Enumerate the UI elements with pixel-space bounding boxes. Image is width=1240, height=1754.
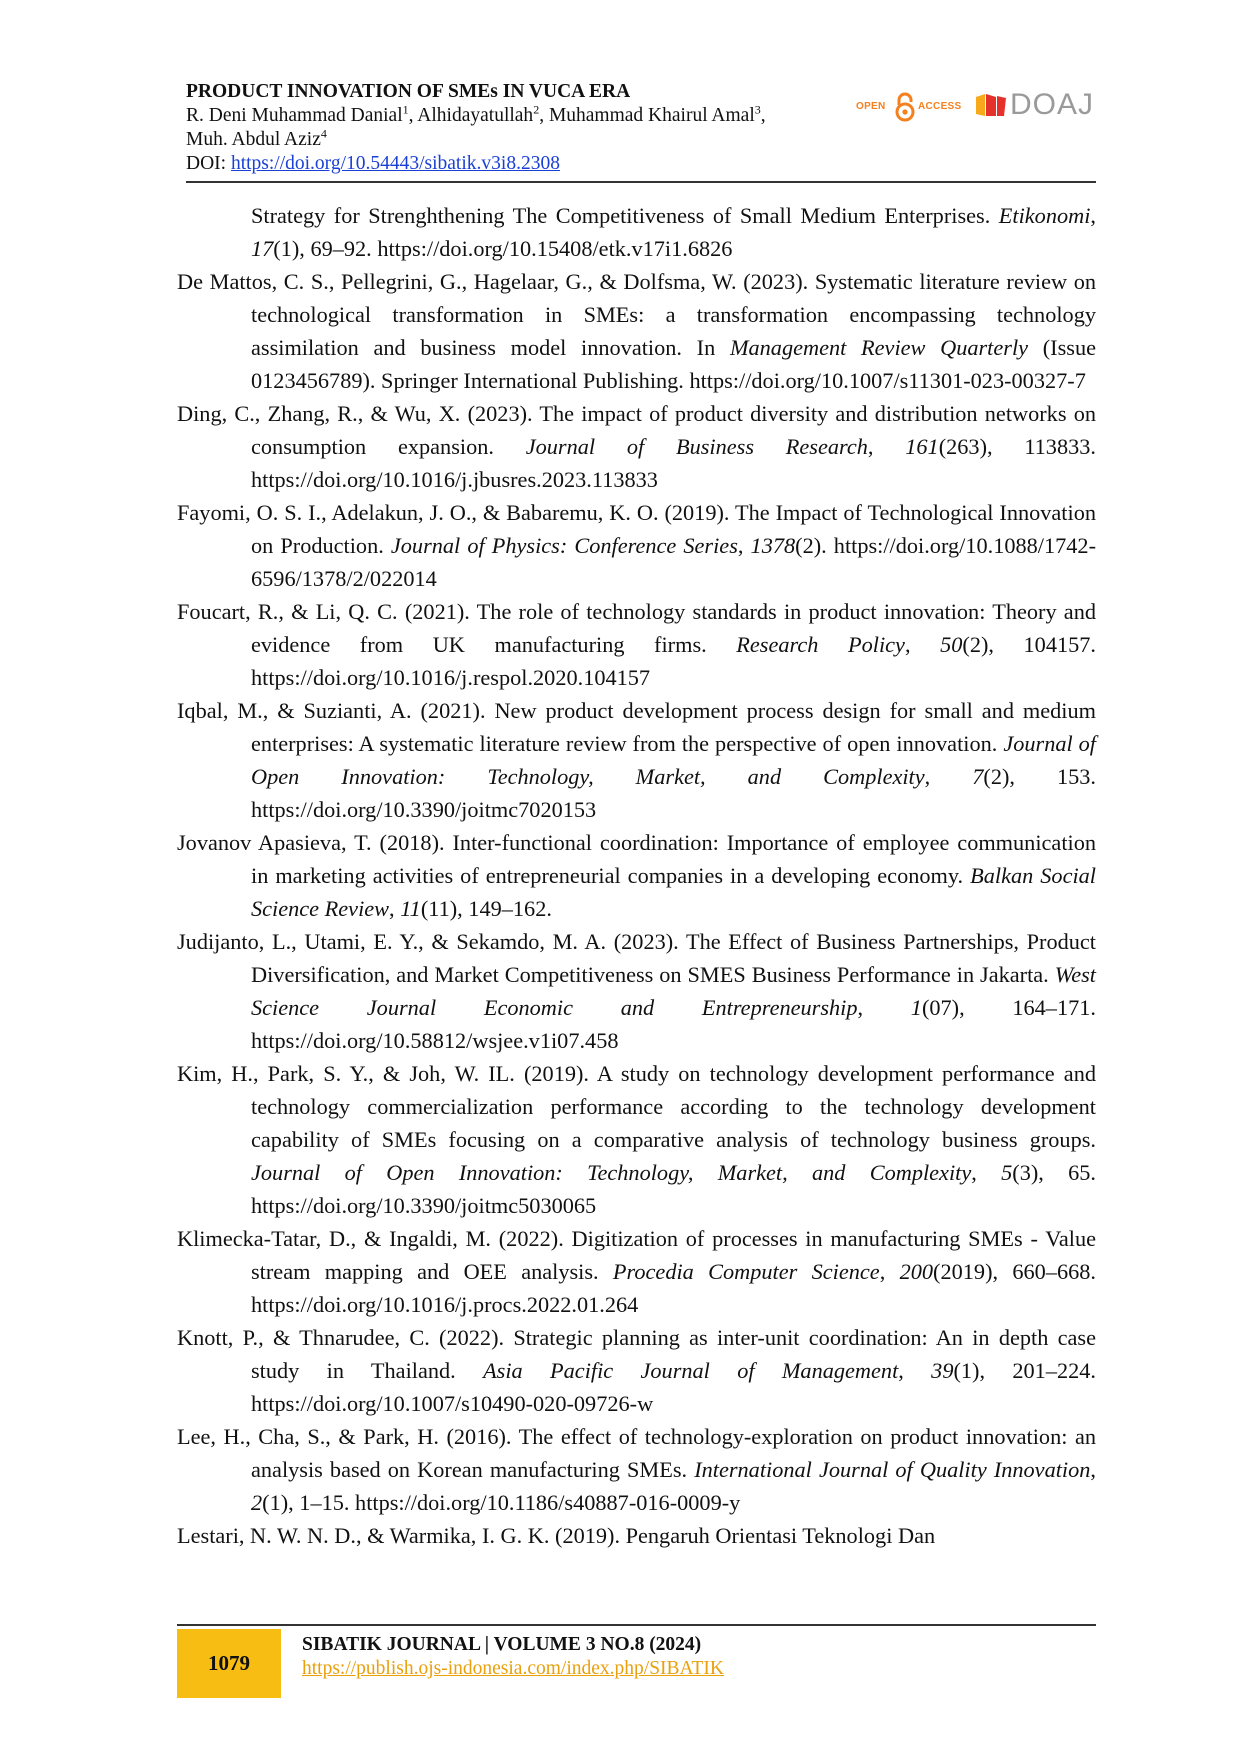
reference-italic: Balkan Social Science Review bbox=[251, 863, 1096, 921]
authors-line-1 bbox=[186, 104, 766, 128]
reference-entry bbox=[177, 1321, 1096, 1420]
open-access-lock-icon bbox=[894, 92, 916, 122]
reference-text: Kim, H., Park, S. Y., & Joh, W. IL. (2019). A study on technology development performance and technology commercialization performance according to the technology development capability of SMEs focusing on a comparative analysis of technology business groups. bbox=[177, 1061, 1096, 1152]
reference-italic: Procedia Computer Science bbox=[612, 1259, 880, 1284]
authors-line-end: , bbox=[760, 105, 766, 126]
author-3: , Muhammad Khairul Amal bbox=[539, 105, 755, 126]
reference-text: (1), 69–92. https://doi.org/10.15408/etk.v17i1.6826 bbox=[273, 236, 733, 261]
reference-text: Lestari, N. W. N. D., & Warmika, I. G. K. (2019). Pengaruh Orientasi Teknologi Dan bbox=[177, 1523, 936, 1548]
doaj-logo-icon bbox=[974, 92, 1008, 118]
authors-line-2 bbox=[186, 128, 766, 152]
author-4: Muh. Abdul Aziz bbox=[186, 129, 321, 150]
reference-text: , bbox=[898, 1358, 932, 1383]
reference-italic: West Science Journal Economic and Entrepreneurship bbox=[251, 962, 1096, 1020]
reference-text: , bbox=[971, 1160, 1002, 1185]
reference-entry bbox=[177, 1519, 1096, 1552]
doi-link[interactable]: https://doi.org/10.54443/sibatik.v3i8.2308 bbox=[230, 153, 560, 174]
reference-text: Ding, C., Zhang, R., & Wu, X. (2023). The impact of product diversity and distribution networks on consumption expansion. bbox=[177, 401, 1096, 459]
reference-entry bbox=[177, 1420, 1096, 1519]
reference-text: (3), 65. https://doi.org/10.3390/joitmc5030065 bbox=[251, 1160, 1096, 1218]
reference-text: Klimecka-Tatar, D., & Ingaldi, M. (2022). Digitization of processes in manufacturing SMEs - Value stream mapping and OEE analysis. bbox=[177, 1226, 1096, 1284]
reference-italic: Journal of Physics: Conference Series bbox=[390, 533, 738, 558]
reference-entry bbox=[177, 595, 1096, 694]
journal-volume: SIBATIK JOURNAL | VOLUME 3 NO.8 (2024) bbox=[302, 1634, 702, 1655]
footer-divider bbox=[177, 1624, 1096, 1626]
open-label: OPEN bbox=[856, 101, 886, 112]
article-title: PRODUCT INNOVATION OF SMEs IN VUCA ERA bbox=[186, 81, 631, 102]
reference-text: , bbox=[867, 434, 906, 459]
author-2: , Alhidayatullah bbox=[408, 105, 534, 126]
reference-italic: International Journal of Quality Innovation bbox=[694, 1457, 1091, 1482]
reference-text: Foucart, R., & Li, Q. C. (2021). The role of technology standards in product innovation: Theory and evidence from UK manufacturing firms. bbox=[177, 599, 1096, 657]
doi-label: DOI: bbox=[186, 153, 231, 174]
reference-text: (1), 201–224. https://doi.org/10.1007/s10490-020-09726-w bbox=[251, 1358, 1096, 1416]
reference-italic: Management Review Quarterly bbox=[729, 335, 1029, 360]
reference-entry bbox=[177, 1222, 1096, 1321]
reference-text: , bbox=[737, 533, 751, 558]
reference-italic: 1 bbox=[910, 995, 922, 1020]
reference-text: Jovanov Apasieva, T. (2018). Inter-functional coordination: Importance of employee communication in marketing activities of entrepreneurial companies in a developing economy. bbox=[177, 830, 1096, 888]
reference-text: (Issue 0123456789). Springer International Publishing. https://doi.org/10.1007/s11301-023-00327-7 bbox=[251, 335, 1096, 393]
reference-text: (2). https://doi.org/10.1088/1742-6596/1378/2/022014 bbox=[251, 533, 1096, 591]
reference-text: , bbox=[1090, 1457, 1096, 1482]
author-1-affiliation: 1 bbox=[402, 102, 409, 117]
reference-entry bbox=[177, 397, 1096, 496]
reference-italic: 17 bbox=[251, 236, 274, 261]
reference-entry bbox=[177, 265, 1096, 397]
header-badges bbox=[856, 86, 1096, 126]
author-1: R. Deni Muhammad Danial bbox=[186, 105, 403, 126]
reference-list bbox=[177, 199, 1096, 1552]
reference-text: , bbox=[389, 896, 401, 921]
reference-italic: Journal of Open Innovation: Technology, Market, and Complexity bbox=[251, 1160, 972, 1185]
reference-text: (2), 104157. https://doi.org/10.1016/j.respol.2020.104157 bbox=[251, 632, 1096, 690]
reference-text: (2019), 660–668. https://doi.org/10.1016/j.procs.2022.01.264 bbox=[251, 1259, 1096, 1317]
reference-italic: 7 bbox=[972, 764, 984, 789]
reference-text: Iqbal, M., & Suzianti, A. (2021). New product development process design for small and medium enterprises: A systematic literature review from the perspective of open innovation. bbox=[177, 698, 1096, 756]
reference-italic: 39 bbox=[931, 1358, 954, 1383]
reference-text: (2), 153. https://doi.org/10.3390/joitmc7020153 bbox=[251, 764, 1097, 822]
reference-italic: 50 bbox=[940, 632, 963, 657]
journal-url-link[interactable]: https://publish.ojs-indonesia.com/index.php/SIBATIK bbox=[302, 1658, 724, 1679]
reference-text: Knott, P., & Thnarudee, C. (2022). Strategic planning as inter-unit coordination: An in depth case study in Thailand. bbox=[177, 1325, 1096, 1383]
reference-text: (263), 113833. https://doi.org/10.1016/j.jbusres.2023.113833 bbox=[251, 434, 1096, 492]
reference-text: (07), 164–171. https://doi.org/10.58812/wsjee.v1i07.458 bbox=[251, 995, 1096, 1053]
running-header bbox=[186, 80, 766, 176]
reference-italic: 11 bbox=[400, 896, 421, 921]
doaj-label: DOAJ bbox=[1010, 88, 1095, 121]
reference-text: (1), 1–15. https://doi.org/10.1186/s40887-016-0009-y bbox=[262, 1490, 741, 1515]
reference-italic: Journal of Business Research bbox=[525, 434, 868, 459]
reference-entry bbox=[177, 199, 1096, 265]
reference-entry bbox=[177, 1057, 1096, 1222]
open-access-badge[interactable] bbox=[856, 92, 962, 120]
reference-italic: 1378 bbox=[750, 533, 796, 558]
reference-text: , bbox=[1090, 203, 1096, 228]
reference-italic: Research Policy bbox=[736, 632, 905, 657]
reference-text: Lee, H., Cha, S., & Park, H. (2016). The effect of technology-exploration on product innovation: an analysis based on Korean manufacturing SMEs. bbox=[177, 1424, 1096, 1482]
author-4-affiliation: 4 bbox=[320, 126, 327, 141]
reference-entry bbox=[177, 826, 1096, 925]
reference-italic: 2 bbox=[251, 1490, 263, 1515]
doaj-badge[interactable] bbox=[974, 86, 1096, 122]
reference-italic: 5 bbox=[1001, 1160, 1013, 1185]
reference-text: (11), 149–162. bbox=[420, 896, 552, 921]
reference-text: , bbox=[857, 995, 911, 1020]
footer-info bbox=[302, 1633, 724, 1681]
reference-text: , bbox=[924, 764, 973, 789]
page-number: 1079 bbox=[177, 1629, 281, 1698]
reference-text: , bbox=[879, 1259, 900, 1284]
reference-text: De Mattos, C. S., Pellegrini, G., Hagelaar, G., & Dolfsma, W. (2023). Systematic literature review on technological transformation in SMEs: a transformation encompassing technology assimilation and business model innovation. In bbox=[177, 269, 1096, 360]
author-3-affiliation: 3 bbox=[754, 102, 761, 117]
access-label: ACCESS bbox=[918, 101, 962, 112]
reference-italic: Etikonomi bbox=[998, 203, 1091, 228]
author-2-affiliation: 2 bbox=[533, 102, 540, 117]
reference-entry bbox=[177, 496, 1096, 595]
reference-text: Strategy for Strenghthening The Competitiveness of Small Medium Enterprises. bbox=[251, 203, 999, 228]
reference-text: Judijanto, L., Utami, E. Y., & Sekamdo, M. A. (2023). The Effect of Business Partnerships, Product Diversification, and Market Competitiveness on SMES Business Performance in Jakarta. bbox=[177, 929, 1096, 987]
reference-italic: 200 bbox=[899, 1259, 934, 1284]
reference-italic: 161 bbox=[905, 434, 939, 459]
reference-entry bbox=[177, 925, 1096, 1057]
header-divider bbox=[186, 181, 1096, 183]
reference-italic: Asia Pacific Journal of Management bbox=[483, 1358, 899, 1383]
reference-text: , bbox=[904, 632, 941, 657]
reference-entry bbox=[177, 694, 1096, 826]
reference-text: Fayomi, O. S. I., Adelakun, J. O., & Babaremu, K. O. (2019). The Impact of Technological Innovation on Production. bbox=[177, 500, 1096, 558]
reference-italic: Journal of Open Innovation: Technology, Market, and Complexity bbox=[251, 731, 1097, 789]
doi-line bbox=[186, 152, 766, 176]
